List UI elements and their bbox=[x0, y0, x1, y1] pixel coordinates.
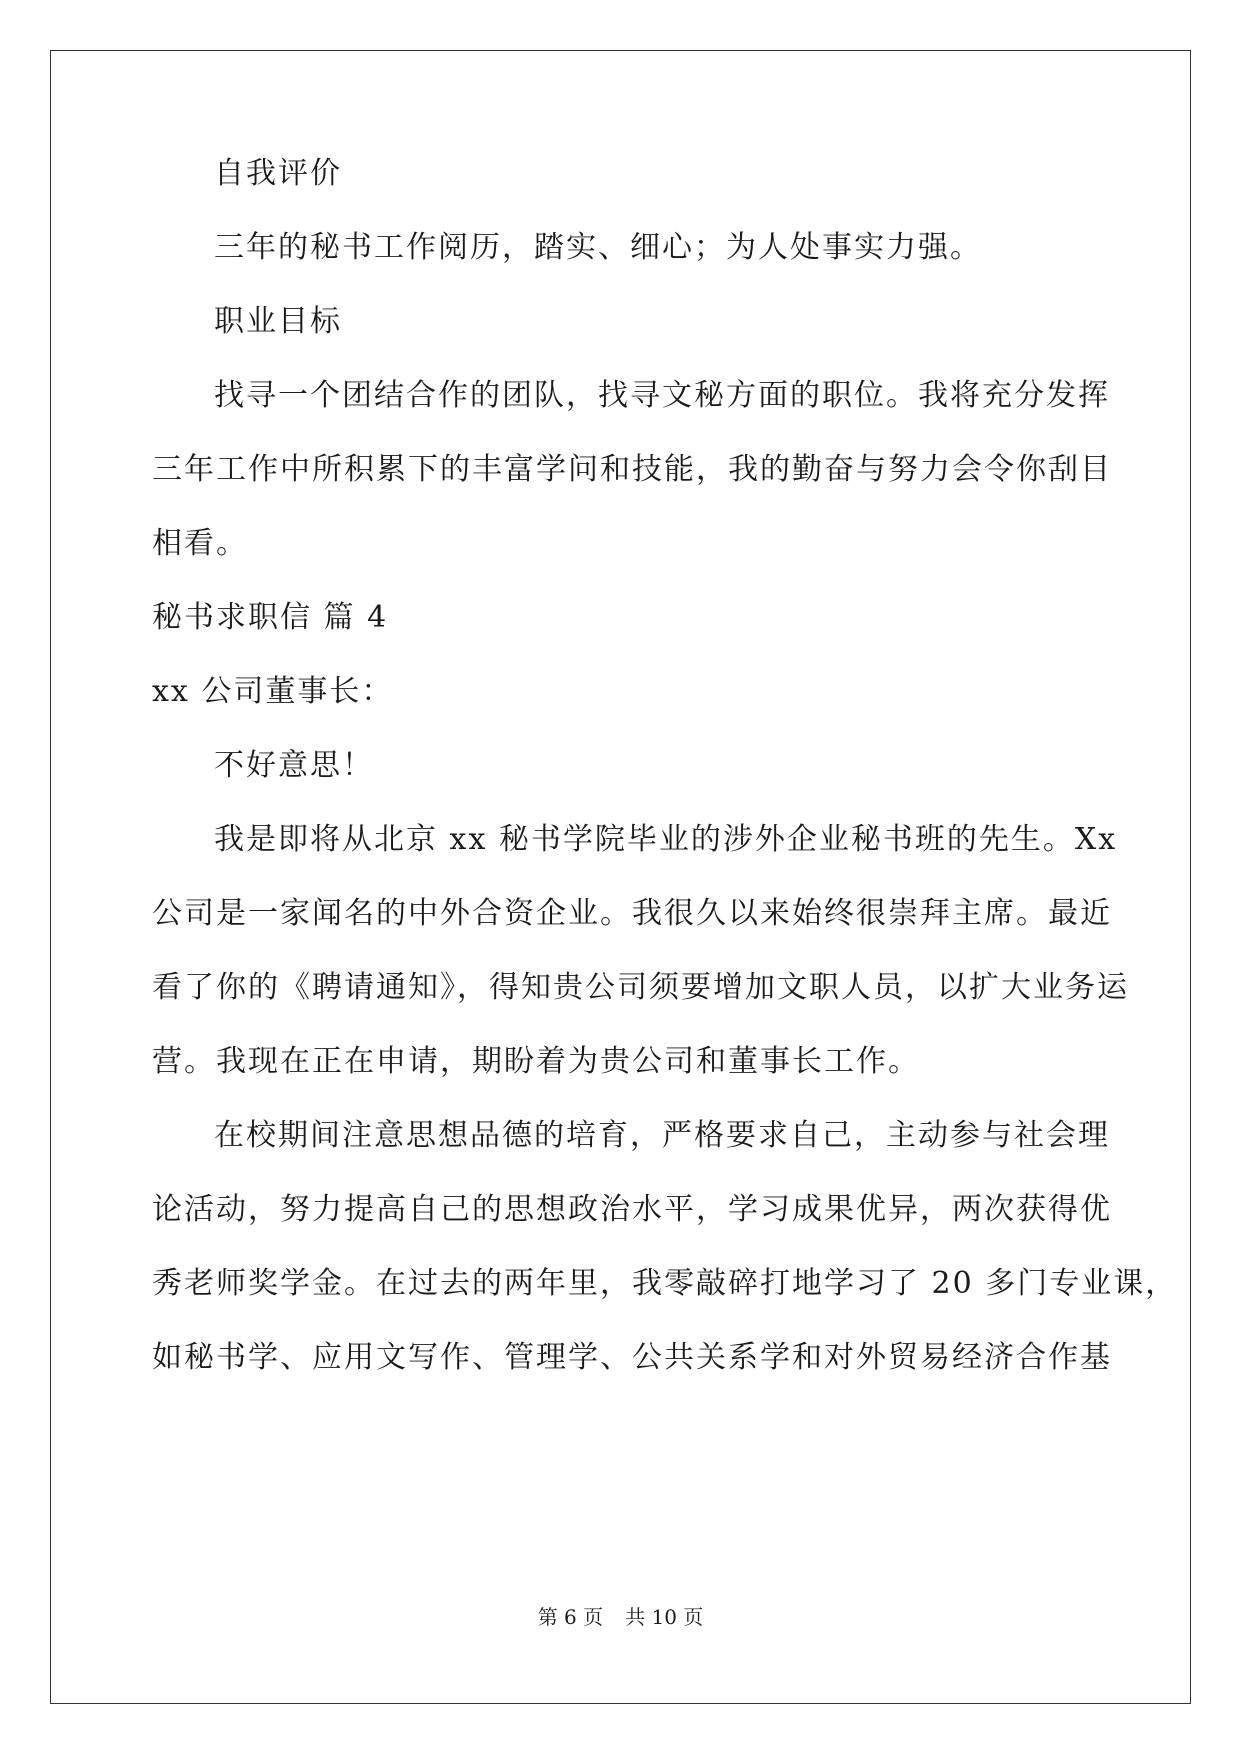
salutation: xx 公司董事长： bbox=[152, 674, 394, 709]
page-number-total: 共 10 页 bbox=[625, 1605, 704, 1629]
paragraph-line: 找寻一个团结合作的团队，找寻文秘方面的职位。我将充分发挥 bbox=[214, 378, 1110, 413]
paragraph-line: 三年工作中所积累下的丰富学问和技能，我的勤奋与努力会令你刮目 bbox=[152, 452, 1112, 487]
greeting: 不好意思！ bbox=[214, 748, 374, 783]
paragraph-line: 秀老师奖学金。在过去的两年里，我零敲碎打地学习了 20 多门专业课， bbox=[152, 1266, 1178, 1301]
section-title: 秘书求职信 篇 4 bbox=[152, 600, 389, 635]
heading-self-evaluation: 自我评价 bbox=[214, 156, 342, 191]
paragraph-line: 公司是一家闻名的中外合资企业。我很久以来始终很崇拜主席。最近 bbox=[152, 896, 1112, 931]
paragraph-line: 看了你的《聘请通知》，得知贵公司须要增加文职人员，以扩大业务运 bbox=[152, 970, 1129, 1005]
paragraph-line: 三年的秘书工作阅历，踏实、细心；为人处事实力强。 bbox=[214, 230, 982, 265]
page-number-current: 第 6 页 bbox=[537, 1605, 604, 1629]
page-footer bbox=[0, 1605, 1241, 1629]
paragraph-line: 相看。 bbox=[152, 526, 248, 561]
heading-career-goal: 职业目标 bbox=[214, 304, 342, 339]
paragraph-line: 如秘书学、应用文写作、管理学、公共关系学和对外贸易经济合作基 bbox=[152, 1340, 1112, 1375]
paragraph-line: 在校期间注意思想品德的培育，严格要求自己，主动参与社会理 bbox=[214, 1118, 1110, 1153]
paragraph-line: 我是即将从北京 xx 秘书学院毕业的涉外企业秘书班的先生。Xx bbox=[214, 822, 1118, 857]
paragraph-line: 营。我现在正在申请，期盼着为贵公司和董事长工作。 bbox=[152, 1044, 920, 1079]
page-border bbox=[50, 50, 1191, 1704]
paragraph-line: 论活动，努力提高自己的思想政治水平，学习成果优异，两次获得优 bbox=[152, 1192, 1112, 1227]
